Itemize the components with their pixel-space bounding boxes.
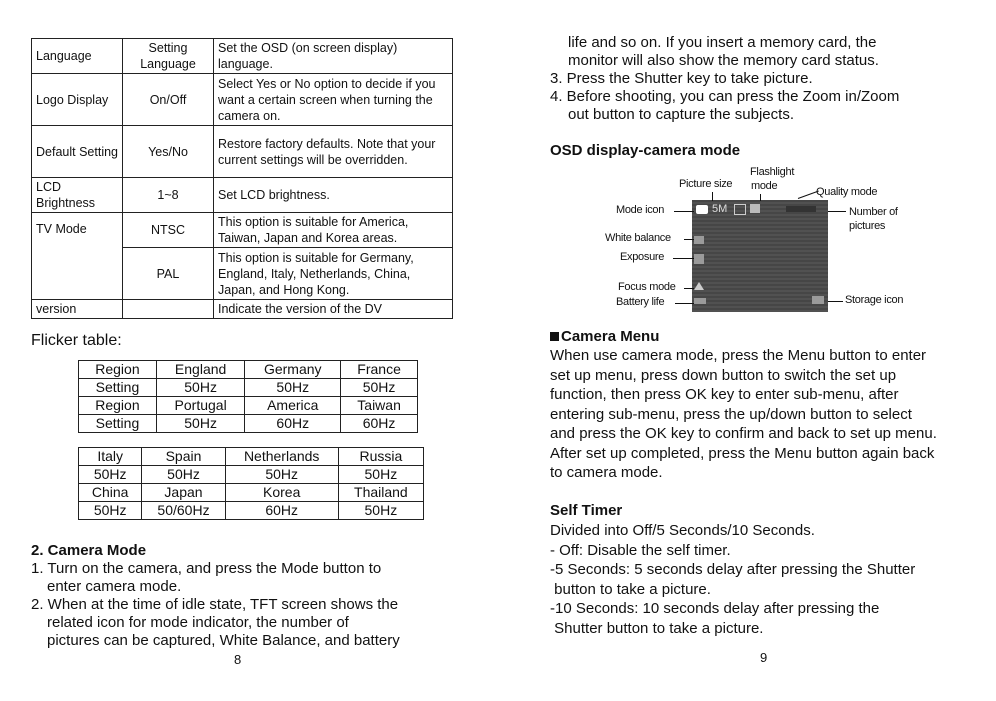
step-1 <box>31 560 381 596</box>
flicker-table <box>78 360 418 433</box>
exposure-label: Exposure <box>620 251 665 263</box>
table-cell: 50Hz <box>338 466 423 484</box>
text-line: -10 Seconds: 10 seconds delay after pressing the <box>550 600 880 617</box>
step-line: related icon for mode indicator, the number of <box>47 614 349 631</box>
picture-count-icon <box>786 206 816 212</box>
setting-desc: This option is suitable for America, Taiwan, Japan and Korea areas. <box>214 213 453 248</box>
step-line: 3. Press the Shutter key to take picture. <box>550 70 813 87</box>
settings-table <box>31 38 453 319</box>
table-row <box>79 379 418 397</box>
table-cell: Setting <box>79 415 157 433</box>
table-cell: 60Hz <box>245 415 341 433</box>
table-cell: Taiwan <box>341 397 418 415</box>
table-row <box>32 213 453 248</box>
text-line: set up menu, press down button to switch the set up <box>550 366 897 384</box>
picture-size-label: Picture size <box>679 178 733 190</box>
setting-option: Yes/No <box>123 126 214 178</box>
text-line: function, then press OK key to enter sub-menu, after <box>550 386 899 403</box>
table-row <box>79 502 424 520</box>
table-cell: 50Hz <box>156 415 244 433</box>
setting-option: NTSC <box>123 213 214 248</box>
table-cell: Korea <box>225 484 338 502</box>
table-cell: Portugal <box>156 397 244 415</box>
table-cell: 50Hz <box>156 379 244 397</box>
setting-name: LCD Brightness <box>32 178 123 213</box>
step-line: out button to capture the subjects. <box>568 106 794 123</box>
exposure-icon <box>694 254 704 264</box>
camera-menu-heading <box>550 328 659 345</box>
setting-desc: Set the OSD (on screen display) language. <box>214 39 453 74</box>
setting-desc: Select Yes or No option to decide if you want a certain screen when turning the camera on. <box>214 74 453 126</box>
camera-screen <box>692 200 828 312</box>
leader-line <box>828 301 843 302</box>
table-row <box>79 484 424 502</box>
table-cell: Region <box>79 361 157 379</box>
text-line: button to take a picture. <box>550 580 711 598</box>
setting-name: Logo Display <box>32 74 123 126</box>
leader-line <box>760 194 761 201</box>
table-cell: Netherlands <box>225 448 338 466</box>
self-timer-heading: Self Timer <box>550 502 623 519</box>
setting-desc: Set LCD brightness. <box>214 178 453 213</box>
table-cell: Spain <box>142 448 225 466</box>
leader-line <box>673 258 694 259</box>
table-row <box>32 126 453 178</box>
leader-line <box>712 192 713 201</box>
page-number: 8 <box>234 652 242 667</box>
number-of-label: Number of <box>849 206 898 218</box>
table-row <box>32 74 453 126</box>
osd-heading: OSD display-camera mode <box>550 142 741 159</box>
camera-menu-title: Camera Menu <box>561 328 660 345</box>
table-cell: Japan <box>142 484 225 502</box>
table-cell: Germany <box>245 361 341 379</box>
table-cell: 50Hz <box>142 466 225 484</box>
setting-option <box>123 300 214 319</box>
table-row <box>79 448 424 466</box>
text-line: Shutter button to take a picture. <box>550 619 764 637</box>
table-cell: 50Hz <box>225 466 338 484</box>
table-cell: Thailand <box>338 484 423 502</box>
setting-option: On/Off <box>123 74 214 126</box>
table-cell: 60Hz <box>341 415 418 433</box>
text-line: life and so on. If you insert a memory card, the <box>568 34 877 51</box>
setting-desc: Indicate the version of the DV <box>214 300 453 319</box>
text-line: monitor will also show the memory card status. <box>568 52 879 69</box>
continued-text <box>568 34 879 70</box>
leader-line <box>674 211 694 212</box>
table-cell: 50Hz <box>79 502 142 520</box>
leader-line <box>675 303 694 304</box>
focus-icon <box>694 282 704 290</box>
step-line: enter camera mode. <box>47 578 182 595</box>
table-cell: Italy <box>79 448 142 466</box>
camera-menu-text <box>550 346 937 483</box>
table-cell: 50Hz <box>245 379 341 397</box>
setting-option: Setting Language <box>123 39 214 74</box>
table-row <box>32 300 453 319</box>
setting-name: TV Mode <box>32 213 123 300</box>
table-row <box>79 466 424 484</box>
table-row <box>79 361 418 379</box>
step-2 <box>31 596 400 650</box>
pictures-label: pictures <box>849 220 886 232</box>
flash-mode-label: mode <box>751 180 778 192</box>
camera-mode-icon <box>696 205 708 214</box>
self-timer-text <box>550 521 915 638</box>
focus-mode-label: Focus mode <box>618 281 676 293</box>
table-row <box>32 178 453 213</box>
step-line: 2. When at the time of idle state, TFT screen shows the <box>31 596 399 613</box>
setting-name: version <box>32 300 123 319</box>
table-cell: Region <box>79 397 157 415</box>
camera-mode-heading: 2. Camera Mode <box>31 542 147 559</box>
storage-icon-label: Storage icon <box>845 294 904 306</box>
table-cell: Setting <box>79 379 157 397</box>
table-cell: 50Hz <box>341 379 418 397</box>
table-cell: 50Hz <box>79 466 142 484</box>
right-page <box>498 0 996 701</box>
leader-line <box>828 211 846 212</box>
text-line: When use camera mode, press the Menu button to enter <box>550 347 927 364</box>
setting-option: PAL <box>123 248 214 300</box>
flicker-table <box>78 447 424 520</box>
flash-icon <box>734 204 746 215</box>
text-line: and press the OK key to confirm and back to set up menu. <box>550 425 937 442</box>
table-cell: 50Hz <box>338 502 423 520</box>
square-bullet-icon <box>550 332 559 341</box>
table-cell: England <box>156 361 244 379</box>
setting-desc: This option is suitable for Germany, England, Italy, Netherlands, China, Japan, and Hong Kong. <box>214 248 453 300</box>
setting-desc: Restore factory defaults. Note that your current settings will be overridden. <box>214 126 453 178</box>
mode-icon-label: Mode icon <box>616 204 665 216</box>
flicker-label: Flicker table: <box>31 332 122 349</box>
setting-option: 1~8 <box>123 178 214 213</box>
step-line: 1. Turn on the camera, and press the Mode button to <box>31 560 382 577</box>
leader-line <box>684 239 694 240</box>
table-cell: Russia <box>338 448 423 466</box>
flashlight-label: Flashlight <box>750 166 795 178</box>
text-line: After set up completed, press the Menu button again back <box>550 444 935 462</box>
white-balance-icon <box>694 236 704 244</box>
page-number: 9 <box>760 650 768 665</box>
battery-icon <box>694 298 706 304</box>
step-line: 4. Before shooting, you can press the Zoom in/Zoom <box>550 88 900 105</box>
table-cell: China <box>79 484 142 502</box>
storage-icon <box>812 296 824 304</box>
table-cell: America <box>245 397 341 415</box>
text-line: to camera mode. <box>550 464 663 481</box>
text-line: Divided into Off/5 Seconds/10 Seconds. <box>550 522 815 539</box>
table-cell: France <box>341 361 418 379</box>
table-row <box>32 39 453 74</box>
white-balance-label: White balance <box>605 232 671 244</box>
quality-icon <box>750 204 760 213</box>
battery-life-label: Battery life <box>616 296 665 308</box>
setting-name: Language <box>32 39 123 74</box>
text-line: -5 Seconds: 5 seconds delay after pressing the Shutter <box>550 561 916 578</box>
picture-size-text: 5M <box>712 203 728 215</box>
leader-line <box>684 288 694 289</box>
table-row <box>79 397 418 415</box>
table-cell: 60Hz <box>225 502 338 520</box>
quality-label: Quality mode <box>816 186 878 198</box>
steps-list <box>550 70 899 124</box>
step-line: pictures can be captured, White Balance, and battery <box>47 632 400 649</box>
table-cell: 50/60Hz <box>142 502 225 520</box>
setting-name: Default Setting <box>32 126 123 178</box>
text-line: - Off: Disable the self timer. <box>550 541 731 559</box>
text-line: entering sub-menu, press the up/down button to select <box>550 405 912 423</box>
table-row <box>79 415 418 433</box>
